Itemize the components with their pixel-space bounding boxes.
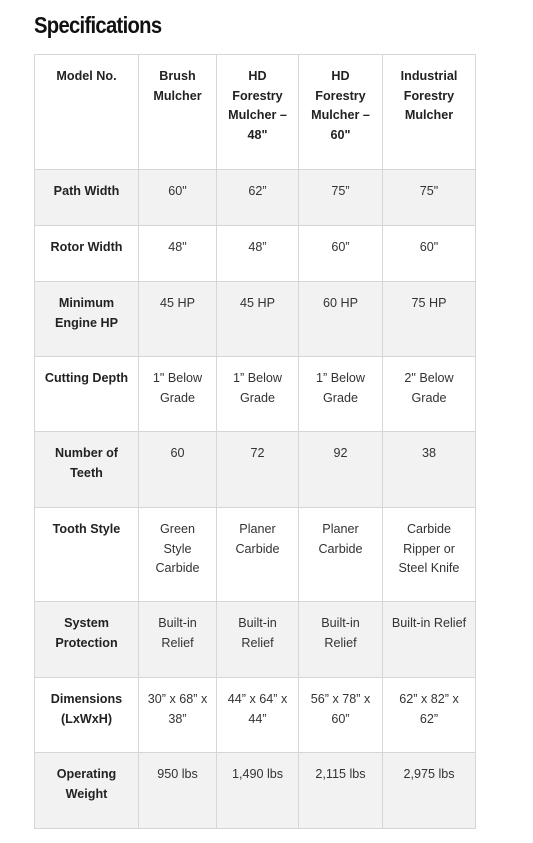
- table-cell: 75”: [299, 170, 383, 226]
- table-cell: 45 HP: [217, 282, 299, 357]
- table-row: [35, 678, 476, 753]
- table-cell: 60": [139, 170, 217, 226]
- table-cell: 1,490 lbs: [217, 753, 299, 829]
- table-cell: 1" Below Grade: [139, 357, 217, 432]
- header-industrial-forestry-mulcher: Industrial Forestry Mulcher: [383, 55, 476, 170]
- table-cell: 72: [217, 432, 299, 508]
- table-cell: 60”: [299, 226, 383, 282]
- header-hd-forestry-mulcher-60: HD Forestry Mulcher – 60": [299, 55, 383, 170]
- table-cell: 75": [383, 170, 476, 226]
- table-cell: 62” x 82” x 62”: [383, 678, 476, 753]
- table-cell: Carbide Ripper or Steel Knife: [383, 508, 476, 602]
- row-label: System Protection: [35, 602, 139, 678]
- row-label: Operating Weight: [35, 753, 139, 829]
- table-row: [35, 432, 476, 508]
- table-cell: Built-in Relief: [383, 602, 476, 678]
- table-row: [35, 226, 476, 282]
- table-cell: 30” x 68” x 38”: [139, 678, 217, 753]
- row-label: Minimum Engine HP: [35, 282, 139, 357]
- header-brush-mulcher: Brush Mulcher: [139, 55, 217, 170]
- table-cell: 48": [139, 226, 217, 282]
- table-cell: Planer Carbide: [299, 508, 383, 602]
- table-row: [35, 282, 476, 357]
- row-label: Tooth Style: [35, 508, 139, 602]
- table-cell: 1” Below Grade: [217, 357, 299, 432]
- table-cell: 950 lbs: [139, 753, 217, 829]
- table-cell: 2,115 lbs: [299, 753, 383, 829]
- row-label: Path Width: [35, 170, 139, 226]
- table-cell: 44” x 64” x 44”: [217, 678, 299, 753]
- table-cell: 48”: [217, 226, 299, 282]
- table-cell: 38: [383, 432, 476, 508]
- row-label: Rotor Width: [35, 226, 139, 282]
- table-cell: Built-in Relief: [299, 602, 383, 678]
- table-header-row: [35, 55, 476, 170]
- table-cell: Built-in Relief: [139, 602, 217, 678]
- row-label: Dimensions (LxWxH): [35, 678, 139, 753]
- table-row: [35, 753, 476, 829]
- table-cell: 62”: [217, 170, 299, 226]
- table-cell: 75 HP: [383, 282, 476, 357]
- table-cell: 60 HP: [299, 282, 383, 357]
- table-cell: Planer Carbide: [217, 508, 299, 602]
- page-title: Specifications: [34, 12, 162, 38]
- specifications-table: [34, 54, 476, 829]
- header-model-no: Model No.: [35, 55, 139, 170]
- row-label: Cutting Depth: [35, 357, 139, 432]
- table-cell: Green Style Carbide: [139, 508, 217, 602]
- table-row: [35, 602, 476, 678]
- row-label: Number of Teeth: [35, 432, 139, 508]
- table-cell: Built-in Relief: [217, 602, 299, 678]
- table-cell: 2,975 lbs: [383, 753, 476, 829]
- table-row: [35, 170, 476, 226]
- table-cell: 1” Below Grade: [299, 357, 383, 432]
- table-cell: 92: [299, 432, 383, 508]
- table-cell: 45 HP: [139, 282, 217, 357]
- table-cell: 60: [139, 432, 217, 508]
- header-hd-forestry-mulcher-48: HD Forestry Mulcher – 48": [217, 55, 299, 170]
- table-cell: 2" Below Grade: [383, 357, 476, 432]
- table-cell: 56” x 78” x 60”: [299, 678, 383, 753]
- table-row: [35, 508, 476, 602]
- table-row: [35, 357, 476, 432]
- table-cell: 60": [383, 226, 476, 282]
